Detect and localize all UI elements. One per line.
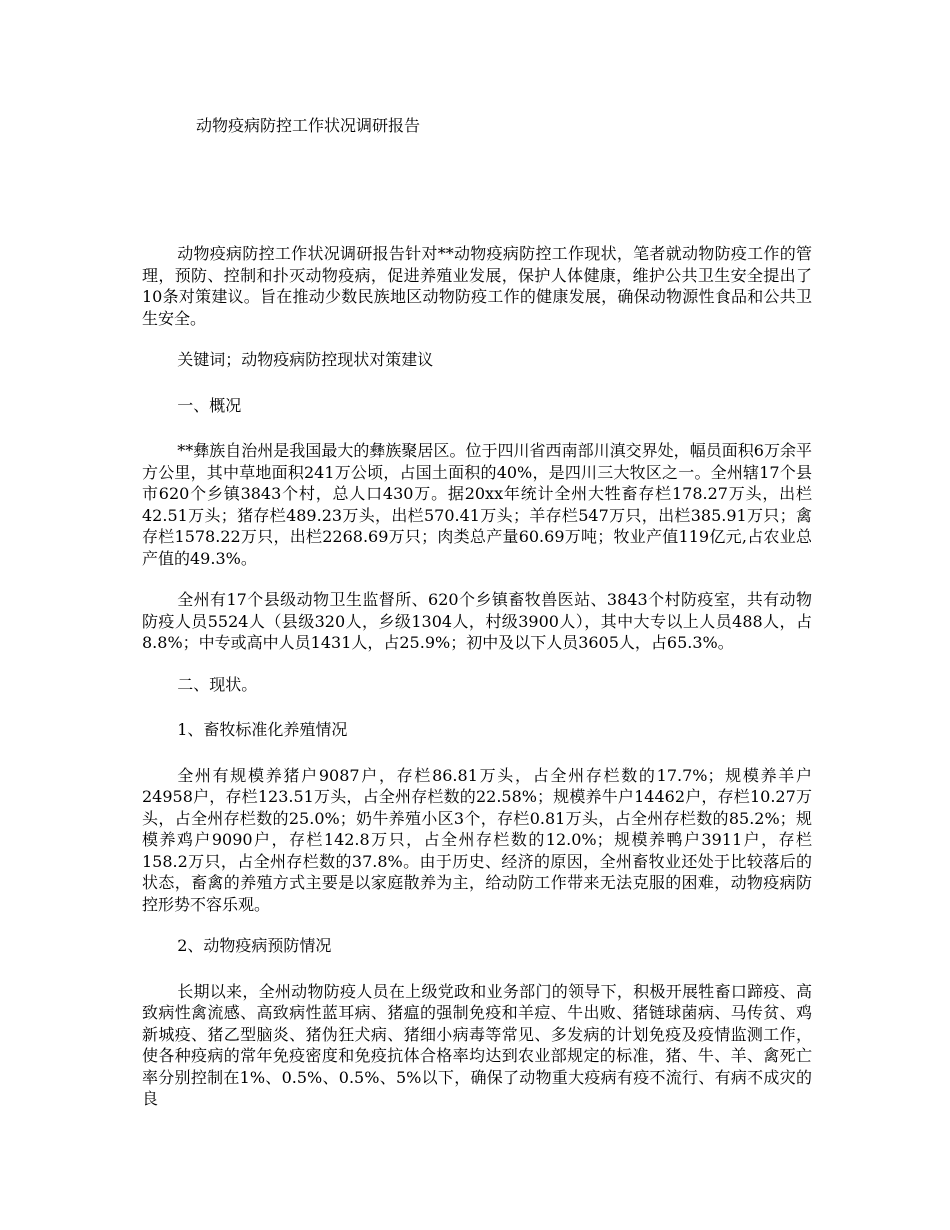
breeding-paragraph: 全州有规模养猪户9087户，存栏86.81万头，占全州存栏数的17.7%；规模养羊户24958户，存栏123.51万头，占全州存栏数的22.58%；规模养牛户14462户，存栏10.27万头，占全州存栏数的25.0%；奶牛养殖小区3个，存栏0.81万头，占全州存栏数的85.2%；规模养鸡户9090户，存栏142.8万只，占全州存栏数的12.0%；规模养鸭户3911户，存栏158.2万只，占全州存栏数的37.8%。由于历史、经济的原因，全州畜牧业还处于比较落后的状态，畜禽的养殖方式主要是以家庭散养为主，给动防工作带来无法克服的困难，动物疫病防控形势不容乐观。 (142, 765, 812, 914)
subsection-heading-prevention: 2、动物疫病预防情况 (177, 936, 332, 955)
section-heading-status: 二、现状。 (177, 674, 258, 694)
overview-paragraph: **彝族自治州是我国最大的彝族聚居区。位于四川省西南部川滇交界处，幅员面积6万余平方公里，其中草地面积241万公顷，占国土面积的40%，是四川三大牧区之一。全州辖17个县市620个乡镇3843个村，总人口430万。据20xx年统计全州大牲畜存栏178.27万头，出栏42.51万头；猪存栏489.23万头，出栏570.41万头；羊存栏547万只，出栏385.91万只；禽存栏1578.22万只，出栏2268.69万只；肉类总产量60.69万吨；牧业产值119亿元,占农业总产值的49.3%。 (142, 441, 812, 568)
staff-paragraph: 全州有17个县级动物卫生监督所、620个乡镇畜牧兽医站、3843个村防疫室，共有动物防疫人员5524人（县级320人，乡级1304人，村级3900人），其中大专以上人员488人，占8.8%；中专或高中人员1431人，占25.9%；初中及以下人员3605人，占65.3%。 (142, 590, 812, 652)
section-heading-overview: 一、概况 (177, 395, 242, 415)
document-body (142, 243, 812, 1130)
document-title: 动物疫病防控工作状况调研报告 (196, 116, 421, 135)
subsection-heading-breeding: 1、畜牧标准化养殖情况 (177, 720, 348, 739)
prevention-paragraph: 长期以来，全州动物防疫人员在上级党政和业务部门的领导下，积极开展牲畜口蹄疫、高致病性禽流感、高致病性蓝耳病、猪瘟的强制免疫和羊痘、牛出败、猪链球菌病、马传贫、鸡新城疫、猪乙型脑炎、猪伪狂犬病、猪细小病毒等常见、多发病的计划免疫及疫情监测工作，使各种疫病的常年免疫密度和免疫抗体合格率均达到农业部规定的标准，猪、牛、羊、禽死亡率分别控制在1%、0.5%、0.5%、5%以下，确保了动物重大疫病有疫不流行、有病不成灾的良 (142, 981, 812, 1108)
keywords-line: 关键词；动物疫病防控现状对策建议 (177, 350, 434, 369)
abstract-paragraph: 动物疫病防控工作状况调研报告针对**动物疫病防控工作现状，笔者就动物防疫工作的管理，预防、控制和扑灭动物疫病，促进养殖业发展，保护人体健康，维护公共卫生安全提出了10条对策建议。旨在推动少数民族地区动物防疫工作的健康发展，确保动物源性食品和公共卫生安全。 (142, 244, 812, 328)
